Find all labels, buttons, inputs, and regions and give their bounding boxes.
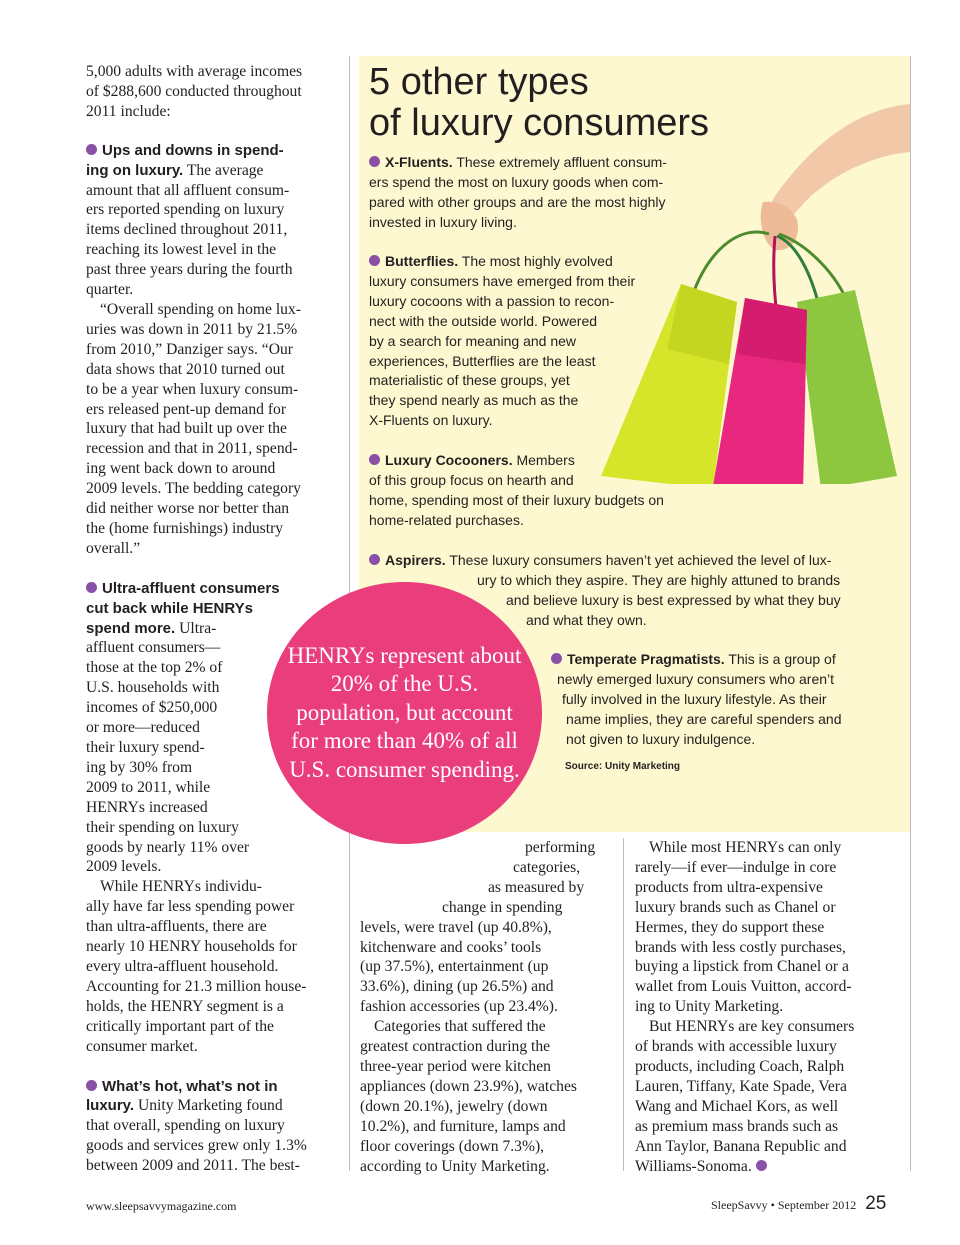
bullet-icon <box>86 582 97 593</box>
end-mark-icon <box>756 1160 767 1171</box>
bullet-icon <box>369 156 380 167</box>
page-number: 25 <box>865 1193 887 1214</box>
bullet-icon <box>86 1080 97 1091</box>
pullquote-text: HENRYs represent about 20% of the U.S. population, but account for more than 40% of all U.S. consumer spending. <box>287 642 522 782</box>
sidebar-title: 5 other types of luxury consumers <box>369 61 710 144</box>
column-1 <box>86 62 344 1176</box>
pullquote-circle <box>267 582 542 844</box>
section-ultra-affluent: Ultra-affluent consumers cut back while HENRYs spend more. Ultra- affluent consumers— those at the top 2% of U.S. households with incomes of $250,000 or more—reduced their luxury spend- ing by 30% from 2009 to 2011, while HENRYs increased their spending on luxury goods by nearly 11% over 2009 levels. While HENRYs individu- ally have far less spending power than ultra-affluents, there are nearly 10 HENRY households for every ultra-affluent household. Accounting for 21.3 million house- holds, the HENRY segment is a critically important part of the consumer market. <box>86 579 307 1055</box>
sidebar-source: Source: Unity Marketing <box>565 761 681 772</box>
column-2: performing categories, as measured by change in spending levels, were travel (up 40.8%), kitchenware and cooks’ tools (up 37.5%), entertainment (up 33.6%), dining (up 26.5%) and fashion accessories (up 23.4%). Categories that suffered the greatest contraction during the three-year period were kitchen appliances (down 23.9%), watches (down 20.1%), jewelry (down 10.2%), and furniture, lamps and floor coverings (down 7.3%), according to Unity Marketing. <box>360 839 596 1175</box>
issue-date: • September 2012 <box>770 1198 857 1212</box>
intro-text: 5,000 adults with average incomes of $288,600 conducted throughout 2011 include: <box>86 63 303 120</box>
section-ups-and-downs: Ups and downs in spend- ing on luxury. The average amount that all affluent consum- ers reported spending on luxury items declined throughout 2011, reaching its lowest level in the past three years during the fourth quarter. “Overall spending on home lux- uries was down in 2011 by 21.5% from 2010,” Danziger says. “Our data shows that 2010 turned out to be a year when luxury consum- ers released pent-up demand for luxury that had built up over the recession and that in 2011, spend- ing went back down to around 2009 levels. The bedding category did neither worse nor better than the (home furnishings) industry overall.” <box>86 141 301 557</box>
section-heading: ing on luxury. <box>86 161 184 179</box>
entry-butterflies: Butterflies. The most highly evolved luxury consumers have emerged from their luxury cocoons with a passion to recon- nect with the outside world. Powered by a search for meaning and new experiences, Butterflies are the least materialistic of these groups, yet they spend nearly as much as the X-Fluents on luxury. <box>369 253 636 429</box>
footer-folio <box>711 1193 886 1215</box>
bullet-icon <box>369 554 380 565</box>
column-3: While most HENRYs can only rarely—if ever—indulge in core products from ultra-expensive luxury brands such as Chanel or Hermes, they do support these brands with less costly purchases, buying a lipstick from Chanel or a wallet from Louis Vuitton, accord- ing to Unity Marketing. But HENRYs are key consumers of brands with accessible luxury products, including Coach, Ralph Lauren, Tiffany, Kate Spade, Vera Wang and Michael Kors, as well as premium mass brands such as Ann Taylor, Banana Republic and Williams-Sonoma. <box>635 839 855 1175</box>
section-heading: Ups and downs in spend- <box>102 141 284 159</box>
column-rule-2 <box>623 838 624 1171</box>
bullet-icon <box>369 454 380 465</box>
magazine-name: SleepSavvy <box>711 1198 768 1212</box>
footer-url: www.sleepsavvymagazine.com <box>86 1199 237 1213</box>
green-bag <box>797 290 897 484</box>
column-rule-3 <box>910 56 911 1171</box>
section-whats-hot: What’s hot, what’s not in luxury. Unity Marketing found that overall, spending on luxury goods and services grew only 1.3% between 2009 and 2011. The best- <box>86 1077 307 1175</box>
entry-luxury-cocooners: Luxury Cocooners. Members of this group focus on hearth and home, spending most of their luxury budgets on home-related purchases. <box>369 452 664 528</box>
bullet-icon <box>551 653 562 664</box>
bullet-icon <box>86 144 97 155</box>
bullet-icon <box>369 255 380 266</box>
arm <box>768 104 910 226</box>
entry-x-fluents: X-Fluents. These extremely affluent consum- ers spend the most on luxury goods when com- pared with other groups and are the most highly invested in luxury living. <box>369 154 667 230</box>
section-heading: What’s hot, what’s not in <box>102 1077 278 1095</box>
entry-temperate-pragmatists: Temperate Pragmatists. This is a group of newly emerged luxury consumers who aren’t fully involved in the luxury lifestyle. As their name implies, they are careful spenders and not given to luxury indulgence. <box>551 650 891 750</box>
section-heading: Ultra-affluent consumers <box>102 579 280 597</box>
entry-aspirers: Aspirers. These luxury consumers haven’t yet achieved the level of lux- ury to which they aspire. They are highly attuned to brands and believe luxury is best expressed by what they buy and what they own. <box>369 551 889 631</box>
